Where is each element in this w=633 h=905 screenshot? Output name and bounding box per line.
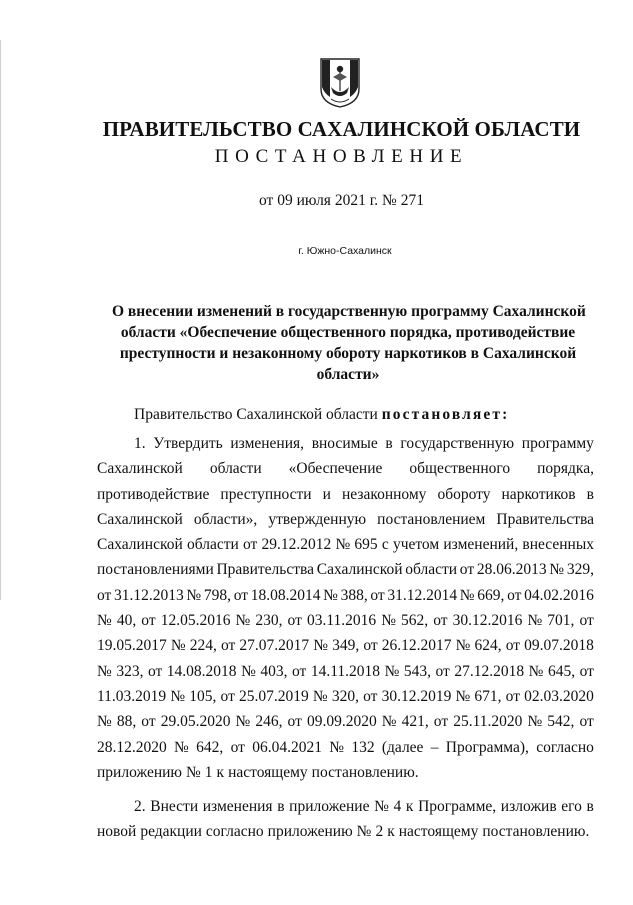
text-line — [97, 557, 594, 582]
word: изменения — [202, 798, 273, 815]
word: от — [363, 637, 378, 655]
word: 349, — [332, 637, 360, 655]
text-line — [97, 819, 594, 844]
word: 624, — [474, 637, 502, 655]
subject-line: О внесении изменений в государственную программу Сахалинской — [112, 303, 586, 320]
word: 14.11.2018 — [310, 662, 381, 680]
word: от — [505, 687, 520, 705]
word: к — [387, 823, 395, 841]
word: в — [277, 798, 285, 815]
word: № — [241, 662, 256, 680]
word: преступности — [220, 485, 312, 503]
word: от — [230, 738, 245, 756]
word: № — [528, 662, 544, 680]
word: 28.06.2013 — [476, 561, 547, 579]
word: № — [235, 713, 251, 731]
word: от — [370, 586, 385, 604]
word: от — [220, 637, 236, 655]
word: 19.05.2017 — [97, 637, 167, 655]
word: новой — [97, 823, 137, 841]
word: 388, — [340, 586, 368, 604]
word: Сахалинской — [97, 460, 183, 478]
word: № — [527, 713, 543, 731]
word: области — [209, 460, 262, 478]
word: № — [329, 738, 345, 756]
word: № — [549, 561, 565, 579]
word: 25.11.2020 — [453, 713, 523, 731]
word: изложив — [500, 798, 557, 815]
word: утвержденную — [268, 510, 367, 528]
word: от — [141, 713, 156, 731]
word: № — [97, 713, 112, 731]
word: от — [97, 586, 112, 604]
word: 320, — [331, 687, 359, 705]
word: 105, — [189, 687, 217, 705]
text-line — [97, 608, 594, 633]
word: от — [579, 662, 594, 680]
word: 542, — [547, 713, 575, 731]
word: области — [405, 561, 458, 579]
word: от — [579, 612, 594, 630]
word: Программе, — [418, 798, 497, 815]
word: 224, — [189, 637, 217, 655]
word: № — [170, 687, 186, 705]
text-line — [97, 482, 594, 507]
word: 30.12.2019 — [381, 687, 452, 705]
subject-line: преступности и незаконному обороту наркотиков в Сахалинской — [119, 345, 577, 362]
word: № — [455, 687, 471, 705]
document-subject — [112, 301, 584, 385]
word: 29.12.2012 — [261, 536, 332, 554]
word: противодействие — [97, 485, 210, 503]
word: 329, — [566, 561, 594, 579]
word: «Обеспечение — [288, 460, 383, 478]
word: общественного — [409, 460, 511, 478]
text-line — [97, 760, 594, 785]
text-line — [97, 794, 594, 819]
word: незаконному — [341, 485, 427, 503]
word: 1. — [134, 435, 146, 452]
word: государственную — [400, 435, 515, 452]
text-line — [97, 735, 594, 760]
word: от — [507, 586, 522, 604]
word: 669, — [477, 586, 505, 604]
word: 29.05.2020 — [160, 713, 231, 731]
word: 04.02.2016 — [524, 586, 594, 604]
word: в — [385, 435, 393, 452]
word: 26.12.2017 — [381, 637, 452, 655]
word: 562, — [401, 612, 429, 630]
word: и — [322, 485, 331, 503]
word: области», — [193, 510, 258, 528]
word: постановлению. — [482, 823, 590, 841]
word: 06.04.2021 — [252, 738, 322, 756]
word: изменения, — [230, 435, 305, 452]
word: области — [186, 536, 239, 554]
subject-line: области «Обеспечение общественного порядка, противодействие — [120, 324, 576, 341]
word: с — [381, 536, 389, 554]
word: к — [216, 763, 225, 781]
word: № — [312, 687, 328, 705]
word: 543, — [403, 662, 431, 680]
word: 09.09.2020 — [306, 713, 377, 731]
word: от — [287, 713, 302, 731]
text-line — [97, 456, 594, 481]
text-line — [97, 431, 594, 456]
word: 88, — [116, 713, 137, 731]
word: 25.07.2019 — [239, 687, 309, 705]
word: 31.12.2014 — [387, 586, 458, 604]
word: от — [292, 662, 307, 680]
word: 40, — [116, 612, 137, 630]
word: редакции — [140, 823, 202, 841]
word: 642, — [196, 738, 224, 756]
text-line — [97, 507, 594, 532]
word: к — [405, 798, 414, 815]
word: № — [455, 637, 471, 655]
word: учетом — [392, 536, 440, 554]
preamble — [134, 406, 509, 424]
word: 798, — [203, 586, 232, 604]
word: Утвердить — [153, 435, 223, 452]
word: настоящему — [228, 763, 308, 781]
document-type: ПОСТАНОВЛЕНИЕ — [214, 146, 469, 167]
word: № — [174, 738, 189, 756]
word: от — [459, 561, 475, 579]
word: 18.08.2014 — [250, 586, 321, 604]
word: № — [384, 662, 400, 680]
word: порядка, — [537, 460, 594, 478]
word: 4 — [393, 798, 402, 815]
word: 30.12.2016 — [452, 612, 523, 630]
word: № — [381, 713, 397, 731]
word: Сахалинской — [97, 536, 183, 554]
word: № — [97, 662, 112, 680]
word: вносимые — [311, 435, 378, 452]
word: приложению — [267, 823, 353, 841]
word: Программа), — [445, 738, 529, 756]
word: постановлением — [377, 510, 486, 528]
word: 02.03.2020 — [524, 687, 594, 705]
word: программу — [521, 435, 594, 452]
word: – — [430, 738, 439, 756]
word: приложение — [289, 798, 370, 815]
word: 12.05.2016 — [160, 612, 231, 630]
word: 2 — [375, 823, 384, 841]
word: изменений, — [443, 536, 519, 554]
sakhalin-coat-of-arms-icon — [319, 57, 361, 109]
word: от — [242, 536, 258, 554]
word: его — [561, 798, 582, 815]
word: от — [505, 637, 521, 655]
word: 27.07.2017 — [239, 637, 310, 655]
word: № — [170, 637, 186, 655]
word: 645, — [547, 662, 576, 680]
word: № — [323, 586, 338, 604]
word: 27.12.2018 — [454, 662, 525, 680]
government-title: ПРАВИТЕЛЬСТВО САХАЛИНСКОЙ ОБЛАСТИ — [102, 117, 581, 141]
word: 421, — [401, 713, 429, 731]
text-line — [97, 659, 594, 684]
paragraph-2 — [97, 794, 594, 845]
word: постановлению. — [311, 763, 419, 781]
word: от — [435, 662, 450, 680]
subject-line: области» — [316, 366, 380, 383]
word: обороту — [437, 485, 491, 503]
word: от — [147, 662, 163, 680]
word: (далее — [381, 738, 424, 756]
word: от — [233, 586, 249, 604]
word: № — [381, 612, 396, 630]
word: № — [459, 586, 475, 604]
word: № — [97, 612, 112, 630]
text-line — [97, 532, 594, 557]
text-line — [97, 684, 594, 709]
word: от — [363, 687, 378, 705]
word: 1 — [204, 763, 213, 781]
word: 132 — [351, 738, 375, 756]
preamble-verb: постановляет: — [381, 406, 510, 423]
word: 701, — [547, 612, 575, 630]
word: 671, — [474, 687, 502, 705]
word: постановлениями — [97, 561, 214, 579]
word: 31.12.2013 — [114, 586, 184, 604]
word: Сахалинской — [316, 561, 403, 579]
date-number: от 09 июля 2021 г. № 271 — [259, 192, 424, 209]
paragraph-1 — [97, 431, 594, 785]
word: 695 — [354, 536, 378, 554]
word: 03.11.2016 — [306, 612, 377, 630]
word: Сахалинской — [97, 510, 183, 528]
word: Внести — [150, 798, 199, 815]
word: 14.08.2018 — [166, 662, 237, 680]
word: от — [433, 713, 449, 731]
word: согласно — [536, 738, 594, 756]
word: от — [287, 612, 302, 630]
city-name: г. Южно-Сахалинск — [298, 245, 392, 257]
word: № — [335, 536, 351, 554]
word: 09.07.2018 — [524, 637, 594, 655]
word: № — [235, 612, 251, 630]
word: внесенных — [522, 536, 594, 554]
word: № — [356, 823, 372, 841]
word: от — [220, 687, 235, 705]
word: № — [186, 763, 201, 781]
text-line — [97, 633, 594, 658]
word: Правительства — [496, 510, 594, 528]
word: 2. — [134, 798, 146, 815]
word: № — [374, 798, 389, 815]
word: 323, — [116, 662, 144, 680]
word: настоящему — [398, 823, 479, 841]
text-line — [97, 709, 594, 734]
word: в — [586, 798, 594, 815]
word: № — [527, 612, 543, 630]
word: от — [579, 713, 594, 731]
word: № — [186, 586, 202, 604]
word: 230, — [255, 612, 283, 630]
word: от — [141, 612, 156, 630]
word: 11.03.2019 — [97, 687, 167, 705]
word: в — [586, 485, 594, 503]
word: приложению — [97, 763, 182, 781]
word: 246, — [255, 713, 283, 731]
word: 403, — [260, 662, 288, 680]
word: от — [433, 612, 448, 630]
word: 28.12.2020 — [97, 738, 167, 756]
text-line — [97, 583, 594, 608]
word: Правительства — [216, 561, 315, 579]
word: согласно — [205, 823, 264, 841]
word: наркотиков — [501, 485, 576, 503]
word: № — [313, 637, 329, 655]
preamble-text: Правительство Сахалинской области — [134, 406, 378, 423]
